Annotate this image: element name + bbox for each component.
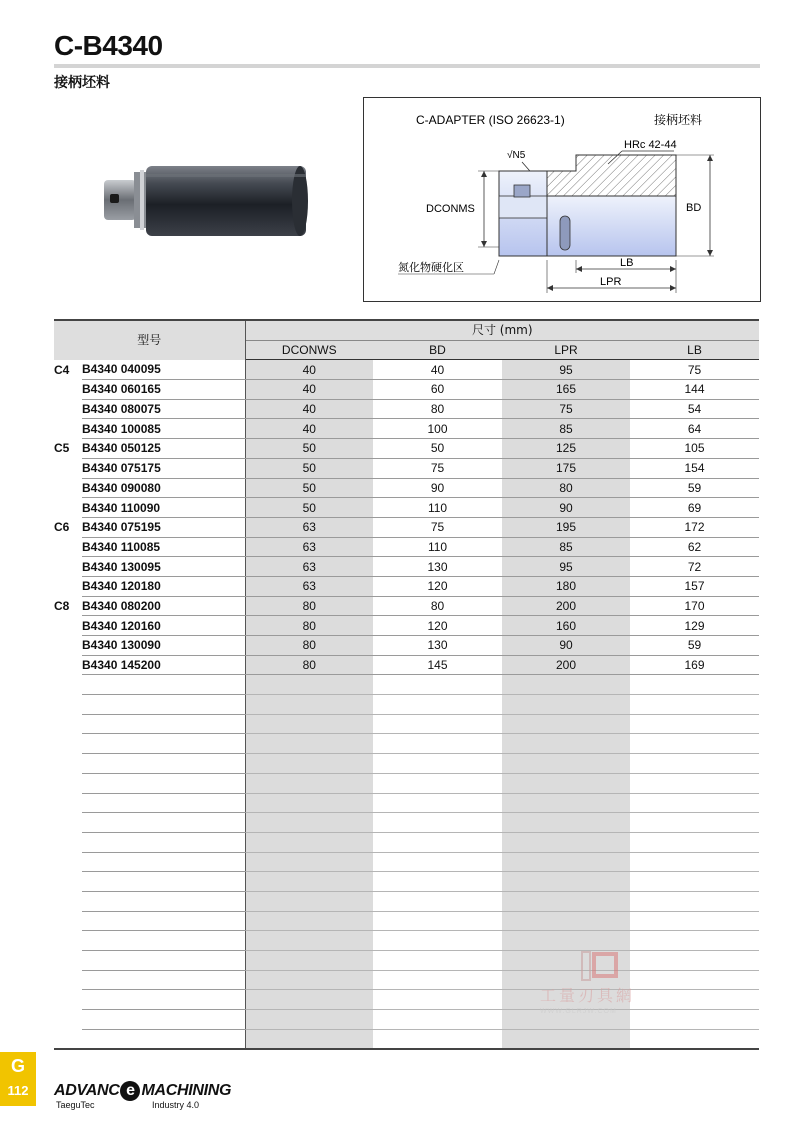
empty-cell bbox=[54, 675, 82, 695]
empty-cell bbox=[82, 793, 245, 813]
code-cell: B4340 110085 bbox=[82, 537, 245, 557]
empty-cell bbox=[502, 695, 630, 715]
empty-cell bbox=[54, 990, 82, 1010]
empty-row bbox=[54, 734, 759, 754]
empty-cell bbox=[630, 773, 759, 793]
empty-cell bbox=[630, 813, 759, 833]
empty-row bbox=[54, 754, 759, 774]
group-cell bbox=[54, 616, 82, 636]
empty-row bbox=[54, 832, 759, 852]
empty-cell bbox=[82, 832, 245, 852]
empty-cell bbox=[82, 734, 245, 754]
empty-cell bbox=[502, 813, 630, 833]
empty-cell bbox=[54, 793, 82, 813]
lb-cell: 169 bbox=[630, 655, 759, 675]
empty-cell bbox=[630, 911, 759, 931]
empty-row bbox=[54, 695, 759, 715]
watermark bbox=[540, 950, 670, 1020]
watermark-url: WWW.GLRJW.COM bbox=[540, 1008, 617, 1015]
empty-cell bbox=[245, 852, 373, 872]
group-cell bbox=[54, 498, 82, 518]
bd-cell: 120 bbox=[373, 576, 502, 596]
lpr-cell: 85 bbox=[502, 419, 630, 439]
group-cell bbox=[54, 537, 82, 557]
empty-row bbox=[54, 911, 759, 931]
dconws-cell: 63 bbox=[245, 576, 373, 596]
empty-cell bbox=[82, 754, 245, 774]
dconws-cell: 50 bbox=[245, 498, 373, 518]
code-cell: B4340 080075 bbox=[82, 399, 245, 419]
group-cell: C6 bbox=[54, 520, 70, 535]
col-lb: LB bbox=[630, 340, 759, 360]
empty-cell bbox=[245, 832, 373, 852]
group-cell bbox=[54, 576, 82, 596]
empty-cell bbox=[630, 714, 759, 734]
empty-cell bbox=[373, 990, 502, 1010]
code-cell: B4340 120160 bbox=[82, 616, 245, 636]
empty-cell bbox=[630, 872, 759, 892]
dconws-cell: 40 bbox=[245, 419, 373, 439]
lpr-cell: 95 bbox=[502, 360, 630, 380]
empty-cell bbox=[245, 773, 373, 793]
group-cell bbox=[54, 419, 82, 439]
empty-cell bbox=[54, 1010, 82, 1030]
bd-cell: 60 bbox=[373, 380, 502, 400]
bd-cell: 80 bbox=[373, 399, 502, 419]
empty-cell bbox=[82, 951, 245, 971]
empty-cell bbox=[502, 793, 630, 813]
lpr-cell: 125 bbox=[502, 439, 630, 459]
empty-cell bbox=[373, 675, 502, 695]
table-row bbox=[54, 537, 759, 557]
empty-cell bbox=[245, 911, 373, 931]
watermark-text: 工量刃具網 bbox=[540, 986, 636, 1005]
empty-cell bbox=[502, 891, 630, 911]
empty-row bbox=[54, 813, 759, 833]
code-cell: B4340 090080 bbox=[82, 478, 245, 498]
bd-cell: 110 bbox=[373, 537, 502, 557]
empty-cell bbox=[373, 911, 502, 931]
empty-cell bbox=[54, 754, 82, 774]
bd-cell: 40 bbox=[373, 360, 502, 380]
roughness-label: √N5 bbox=[507, 150, 526, 161]
empty-cell bbox=[373, 793, 502, 813]
group-cell bbox=[54, 557, 82, 577]
technical-drawing bbox=[363, 97, 761, 302]
bd-cell: 120 bbox=[373, 616, 502, 636]
empty-cell bbox=[502, 714, 630, 734]
table-row bbox=[54, 478, 759, 498]
empty-row bbox=[54, 1029, 759, 1049]
empty-cell bbox=[630, 695, 759, 715]
table-row bbox=[54, 576, 759, 596]
dconws-cell: 80 bbox=[245, 616, 373, 636]
lpr-cell: 80 bbox=[502, 478, 630, 498]
lpr-label: LPR bbox=[600, 276, 622, 288]
dconws-cell: 80 bbox=[245, 636, 373, 656]
empty-cell bbox=[502, 773, 630, 793]
table-row bbox=[54, 636, 759, 656]
table-row bbox=[54, 380, 759, 400]
group-cell bbox=[54, 655, 82, 675]
lb-cell: 62 bbox=[630, 537, 759, 557]
empty-cell bbox=[54, 773, 82, 793]
code-cell: B4340 130095 bbox=[82, 557, 245, 577]
empty-cell bbox=[54, 695, 82, 715]
empty-cell bbox=[373, 951, 502, 971]
empty-cell bbox=[54, 970, 82, 990]
dconws-cell: 50 bbox=[245, 439, 373, 459]
empty-cell bbox=[630, 793, 759, 813]
table-row bbox=[54, 498, 759, 518]
empty-row bbox=[54, 852, 759, 872]
empty-cell bbox=[82, 872, 245, 892]
lb-cell: 59 bbox=[630, 636, 759, 656]
bd-cell: 145 bbox=[373, 655, 502, 675]
empty-cell bbox=[502, 754, 630, 774]
empty-cell bbox=[54, 891, 82, 911]
code-cell: B4340 075195 bbox=[82, 517, 245, 537]
bd-cell: 100 bbox=[373, 419, 502, 439]
empty-cell bbox=[82, 852, 245, 872]
empty-cell bbox=[82, 990, 245, 1010]
empty-cell bbox=[82, 675, 245, 695]
lb-cell: 105 bbox=[630, 439, 759, 459]
empty-cell bbox=[82, 695, 245, 715]
group-cell bbox=[54, 399, 82, 419]
empty-cell bbox=[373, 852, 502, 872]
bd-cell: 50 bbox=[373, 439, 502, 459]
empty-cell bbox=[630, 931, 759, 951]
table-row bbox=[54, 439, 759, 459]
lpr-cell: 175 bbox=[502, 458, 630, 478]
empty-cell bbox=[245, 1029, 373, 1049]
empty-cell bbox=[630, 891, 759, 911]
dconws-cell: 63 bbox=[245, 517, 373, 537]
lb-label: LB bbox=[620, 257, 634, 269]
lpr-cell: 200 bbox=[502, 596, 630, 616]
empty-cell bbox=[245, 951, 373, 971]
bd-cell: 110 bbox=[373, 498, 502, 518]
dconws-cell: 40 bbox=[245, 399, 373, 419]
header-model: 型号 bbox=[54, 320, 245, 360]
empty-cell bbox=[82, 931, 245, 951]
page-number: 112 bbox=[7, 1083, 29, 1098]
table-row bbox=[54, 517, 759, 537]
empty-cell bbox=[502, 872, 630, 892]
col-lpr: LPR bbox=[502, 340, 630, 360]
code-cell: B4340 145200 bbox=[82, 655, 245, 675]
empty-cell bbox=[373, 970, 502, 990]
group-cell: C4 bbox=[54, 362, 70, 377]
empty-cell bbox=[245, 695, 373, 715]
empty-cell bbox=[373, 872, 502, 892]
page-subtitle: 接柄坯料 bbox=[54, 75, 110, 91]
empty-cell bbox=[54, 931, 82, 951]
group-cell: C8 bbox=[54, 598, 70, 613]
empty-cell bbox=[82, 1029, 245, 1049]
lb-cell: 69 bbox=[630, 498, 759, 518]
product-photo bbox=[100, 162, 310, 240]
empty-cell bbox=[630, 675, 759, 695]
lpr-cell: 160 bbox=[502, 616, 630, 636]
table-row bbox=[54, 419, 759, 439]
empty-cell bbox=[82, 813, 245, 833]
nitride-label: 氮化物硬化区 bbox=[398, 262, 464, 274]
code-cell: B4340 130090 bbox=[82, 636, 245, 656]
empty-cell bbox=[245, 931, 373, 951]
empty-cell bbox=[373, 813, 502, 833]
dconws-cell: 80 bbox=[245, 655, 373, 675]
group-cell bbox=[54, 478, 82, 498]
empty-cell bbox=[630, 832, 759, 852]
table-row bbox=[54, 557, 759, 577]
bd-cell: 130 bbox=[373, 636, 502, 656]
hrc-label: HRc 42-44 bbox=[624, 139, 677, 151]
lpr-cell: 165 bbox=[502, 380, 630, 400]
bd-cell: 80 bbox=[373, 596, 502, 616]
group-cell bbox=[54, 380, 82, 400]
empty-cell bbox=[630, 852, 759, 872]
code-cell: B4340 060165 bbox=[82, 380, 245, 400]
lb-cell: 64 bbox=[630, 419, 759, 439]
empty-cell bbox=[502, 911, 630, 931]
empty-cell bbox=[502, 675, 630, 695]
col-dconws: DCONWS bbox=[245, 340, 373, 360]
watermark-logo-icon bbox=[580, 950, 620, 982]
group-cell bbox=[54, 458, 82, 478]
lb-cell: 172 bbox=[630, 517, 759, 537]
empty-cell bbox=[54, 813, 82, 833]
table-row bbox=[54, 655, 759, 675]
bd-cell: 75 bbox=[373, 517, 502, 537]
dconms-label: DCONMS bbox=[426, 203, 475, 215]
bd-cell: 130 bbox=[373, 557, 502, 577]
table-row bbox=[54, 616, 759, 636]
dconws-cell: 80 bbox=[245, 596, 373, 616]
lb-cell: 129 bbox=[630, 616, 759, 636]
bd-cell: 90 bbox=[373, 478, 502, 498]
empty-cell bbox=[245, 891, 373, 911]
empty-cell bbox=[82, 1010, 245, 1030]
empty-cell bbox=[373, 695, 502, 715]
empty-cell bbox=[373, 1029, 502, 1049]
empty-cell bbox=[245, 714, 373, 734]
table-header-row bbox=[54, 320, 759, 340]
brand-company: TaeguTec bbox=[56, 1100, 95, 1110]
empty-cell bbox=[245, 990, 373, 1010]
empty-cell bbox=[502, 734, 630, 754]
empty-cell bbox=[373, 714, 502, 734]
group-cell bbox=[54, 636, 82, 656]
type-label: 接柄坯料 bbox=[654, 113, 703, 127]
lb-cell: 154 bbox=[630, 458, 759, 478]
spec-table bbox=[54, 319, 759, 1050]
code-cell: B4340 100085 bbox=[82, 419, 245, 439]
lb-cell: 170 bbox=[630, 596, 759, 616]
brand-tagline: Industry 4.0 bbox=[152, 1100, 200, 1110]
empty-cell bbox=[502, 931, 630, 951]
code-cell: B4340 075175 bbox=[82, 458, 245, 478]
empty-cell bbox=[82, 714, 245, 734]
empty-cell bbox=[630, 734, 759, 754]
empty-cell bbox=[245, 872, 373, 892]
empty-cell bbox=[373, 931, 502, 951]
lpr-cell: 90 bbox=[502, 498, 630, 518]
empty-cell bbox=[373, 1010, 502, 1030]
empty-cell bbox=[373, 832, 502, 852]
lpr-cell: 90 bbox=[502, 636, 630, 656]
empty-cell bbox=[82, 911, 245, 931]
lb-cell: 144 bbox=[630, 380, 759, 400]
code-cell: B4340 080200 bbox=[82, 596, 245, 616]
empty-cell bbox=[630, 754, 759, 774]
empty-cell bbox=[82, 773, 245, 793]
lpr-cell: 195 bbox=[502, 517, 630, 537]
empty-row bbox=[54, 773, 759, 793]
empty-cell bbox=[245, 734, 373, 754]
empty-row bbox=[54, 714, 759, 734]
empty-cell bbox=[630, 1029, 759, 1049]
empty-cell bbox=[373, 754, 502, 774]
table-row bbox=[54, 399, 759, 419]
code-cell: B4340 040095 bbox=[82, 360, 245, 380]
dconws-cell: 63 bbox=[245, 557, 373, 577]
empty-row bbox=[54, 675, 759, 695]
brand-name: ADVANC e MACHINING bbox=[54, 1082, 232, 1099]
lb-cell: 75 bbox=[630, 360, 759, 380]
empty-cell bbox=[373, 773, 502, 793]
table-row bbox=[54, 360, 759, 380]
empty-cell bbox=[54, 911, 82, 931]
empty-cell bbox=[82, 891, 245, 911]
lpr-cell: 180 bbox=[502, 576, 630, 596]
empty-cell bbox=[245, 970, 373, 990]
code-cell: B4340 120180 bbox=[82, 576, 245, 596]
col-bd: BD bbox=[373, 340, 502, 360]
page-title: C-B4340 bbox=[54, 30, 163, 61]
empty-cell bbox=[245, 754, 373, 774]
dconws-cell: 50 bbox=[245, 478, 373, 498]
lb-cell: 72 bbox=[630, 557, 759, 577]
empty-cell bbox=[54, 872, 82, 892]
section-tab bbox=[0, 1052, 36, 1106]
section-letter: G bbox=[10, 1056, 25, 1076]
table-row bbox=[54, 596, 759, 616]
lpr-cell: 75 bbox=[502, 399, 630, 419]
lb-cell: 59 bbox=[630, 478, 759, 498]
empty-cell bbox=[245, 1010, 373, 1030]
lpr-cell: 95 bbox=[502, 557, 630, 577]
empty-row bbox=[54, 891, 759, 911]
brand-e-icon: e bbox=[120, 1081, 140, 1101]
group-cell: C5 bbox=[54, 441, 70, 456]
empty-cell bbox=[373, 891, 502, 911]
empty-cell bbox=[54, 832, 82, 852]
empty-cell bbox=[245, 675, 373, 695]
bd-cell: 75 bbox=[373, 458, 502, 478]
empty-row bbox=[54, 793, 759, 813]
empty-cell bbox=[54, 852, 82, 872]
empty-row bbox=[54, 872, 759, 892]
bd-label: BD bbox=[686, 202, 702, 214]
empty-cell bbox=[54, 734, 82, 754]
lpr-cell: 200 bbox=[502, 655, 630, 675]
empty-cell bbox=[54, 951, 82, 971]
title-rule bbox=[54, 64, 760, 68]
dconws-cell: 40 bbox=[245, 360, 373, 380]
empty-cell bbox=[373, 734, 502, 754]
brand-logo bbox=[54, 1081, 232, 1113]
adapter-label: C-ADAPTER (ISO 26623-1) bbox=[416, 113, 565, 127]
lb-cell: 157 bbox=[630, 576, 759, 596]
code-cell: B4340 050125 bbox=[82, 439, 245, 459]
table-row bbox=[54, 458, 759, 478]
dconws-cell: 50 bbox=[245, 458, 373, 478]
empty-cell bbox=[54, 1029, 82, 1049]
empty-cell bbox=[502, 1029, 630, 1049]
dconws-cell: 40 bbox=[245, 380, 373, 400]
header-dimensions: 尺寸 (mm) bbox=[245, 320, 759, 340]
lpr-cell: 85 bbox=[502, 537, 630, 557]
empty-cell bbox=[245, 793, 373, 813]
empty-cell bbox=[245, 813, 373, 833]
empty-cell bbox=[502, 832, 630, 852]
empty-cell bbox=[82, 970, 245, 990]
empty-row bbox=[54, 931, 759, 951]
lb-cell: 54 bbox=[630, 399, 759, 419]
empty-cell bbox=[502, 852, 630, 872]
code-cell: B4340 110090 bbox=[82, 498, 245, 518]
empty-cell bbox=[54, 714, 82, 734]
dconws-cell: 63 bbox=[245, 537, 373, 557]
